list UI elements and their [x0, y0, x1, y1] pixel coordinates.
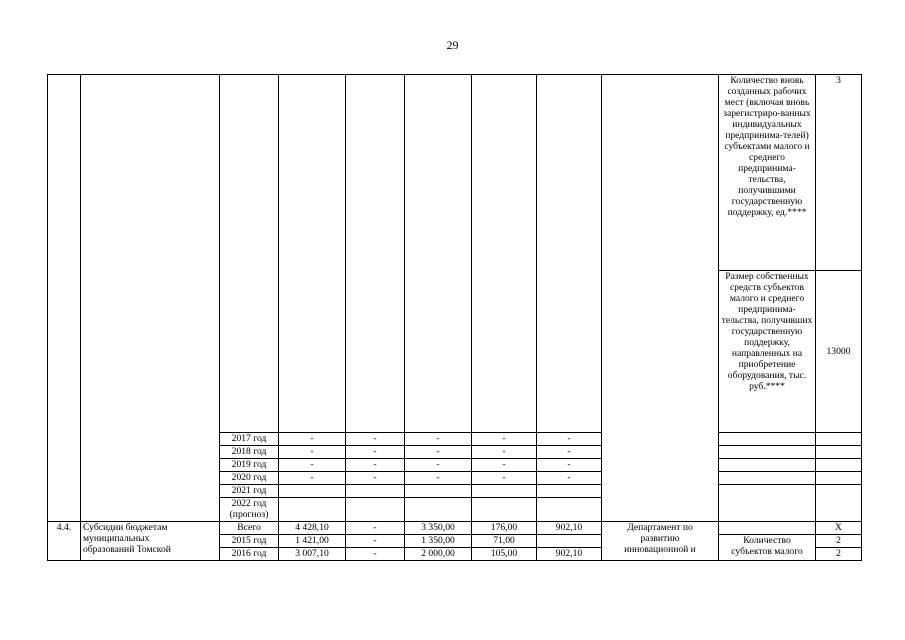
year-cell: 2015 год: [220, 535, 279, 548]
year-cell: 2021 год: [220, 485, 279, 498]
empty-cell: [816, 459, 862, 472]
value-cell: -: [405, 446, 472, 459]
value-cell: [279, 498, 346, 522]
value-cell: -: [405, 433, 472, 446]
value-cell: -: [472, 472, 537, 485]
cell-local: [472, 75, 537, 433]
cell-year: [220, 75, 279, 433]
value-cell: -: [537, 472, 602, 485]
value-cell: -: [472, 446, 537, 459]
value-cell: -: [346, 446, 405, 459]
value-cell: [346, 485, 405, 498]
value-cell: -: [405, 459, 472, 472]
value-cell: -: [279, 433, 346, 446]
empty-cell: [816, 433, 862, 446]
value-cell: 105,00: [472, 548, 537, 561]
value-cell: [537, 498, 602, 522]
empty-cell: [719, 459, 816, 472]
value-cell: -: [346, 433, 405, 446]
indicator-value: 13000: [816, 271, 862, 433]
year-cell: 2020 год: [220, 472, 279, 485]
value-cell: -: [405, 472, 472, 485]
value-cell: -: [346, 472, 405, 485]
cell-federal: [346, 75, 405, 433]
value-cell: 3 007,10: [279, 548, 346, 561]
page-number: 29: [446, 38, 459, 52]
value-cell: -: [537, 433, 602, 446]
value-cell: -: [279, 459, 346, 472]
executor-line: Департамент по: [627, 522, 693, 533]
value-cell: -: [279, 446, 346, 459]
cell-executor: [602, 75, 719, 522]
value-cell: [472, 485, 537, 498]
indicator-value: Х: [816, 522, 862, 535]
year-cell: 2016 год: [220, 548, 279, 561]
cell-extra: [537, 75, 602, 433]
empty-cell: [719, 485, 816, 522]
year-cell: 2017 год: [220, 433, 279, 446]
indicator-line: Количество: [743, 535, 791, 546]
year-cell: 2018 год: [220, 446, 279, 459]
value-cell: 902,10: [537, 522, 602, 535]
executor-line: развитию: [640, 533, 680, 544]
value-cell: -: [346, 522, 405, 535]
item-name: [81, 522, 220, 561]
value-cell: -: [279, 472, 346, 485]
value-cell: 2 000,00: [405, 548, 472, 561]
value-cell: [279, 485, 346, 498]
value-cell: -: [346, 548, 405, 561]
item-number: 4.4.: [48, 522, 81, 561]
indicator-value: 2: [816, 548, 862, 561]
executor-cell: [602, 522, 719, 561]
empty-cell: [719, 472, 816, 485]
indicator-value: 3: [816, 75, 862, 271]
value-cell: [537, 535, 602, 548]
value-cell: 3 350,00: [405, 522, 472, 535]
value-cell: [405, 485, 472, 498]
value-cell: -: [537, 446, 602, 459]
table-row: [48, 522, 862, 535]
item-name-line: муниципальных: [83, 533, 150, 544]
value-cell: [346, 498, 405, 522]
value-cell: -: [346, 459, 405, 472]
empty-cell: [719, 522, 816, 535]
value-cell: -: [346, 535, 405, 548]
value-cell: -: [537, 459, 602, 472]
value-cell: 71,00: [472, 535, 537, 548]
indicator-name: Размер собственных средств субъектов малого и среднего предпринима-тельства, получивших государственную поддержку, направленных на приобретение оборудования, тыс. руб.****: [719, 271, 816, 433]
value-cell: 4 428,10: [279, 522, 346, 535]
cell-name: [81, 75, 220, 522]
empty-cell: [816, 485, 862, 522]
year-cell: Всего: [220, 522, 279, 535]
indicator-value: 2: [816, 535, 862, 548]
empty-cell: [719, 446, 816, 459]
empty-cell: [816, 472, 862, 485]
value-cell: -: [472, 459, 537, 472]
value-cell: [537, 485, 602, 498]
cell-total: [279, 75, 346, 433]
value-cell: [472, 498, 537, 522]
empty-cell: [816, 446, 862, 459]
value-cell: -: [472, 433, 537, 446]
executor-line: инновационной и: [624, 544, 696, 555]
item-name-line: образований Томской: [83, 544, 171, 555]
item-name-line: Субсидии бюджетам: [83, 522, 168, 533]
table-row: [48, 75, 862, 271]
value-cell: 176,00: [472, 522, 537, 535]
program-table: [47, 74, 862, 561]
indicator-name: [719, 535, 816, 561]
empty-cell: [719, 433, 816, 446]
value-cell: [405, 498, 472, 522]
value-cell: 1 350,00: [405, 535, 472, 548]
indicator-line: субъектов малого: [731, 546, 803, 557]
value-cell: 1 421,00: [279, 535, 346, 548]
year-cell: 2022 год (прогноз): [220, 498, 279, 522]
cell-regional: [405, 75, 472, 433]
year-cell: 2019 год: [220, 459, 279, 472]
indicator-name: Количество вновь созданных рабочих мест (включая вновь зарегистриро-ванных индивидуальных предпринима-телей) субъектами малого и среднего предпринима-тельства, получившими государственную поддержку, ед.****: [719, 75, 816, 271]
value-cell: 902,10: [537, 548, 602, 561]
cell-num: [48, 75, 81, 522]
